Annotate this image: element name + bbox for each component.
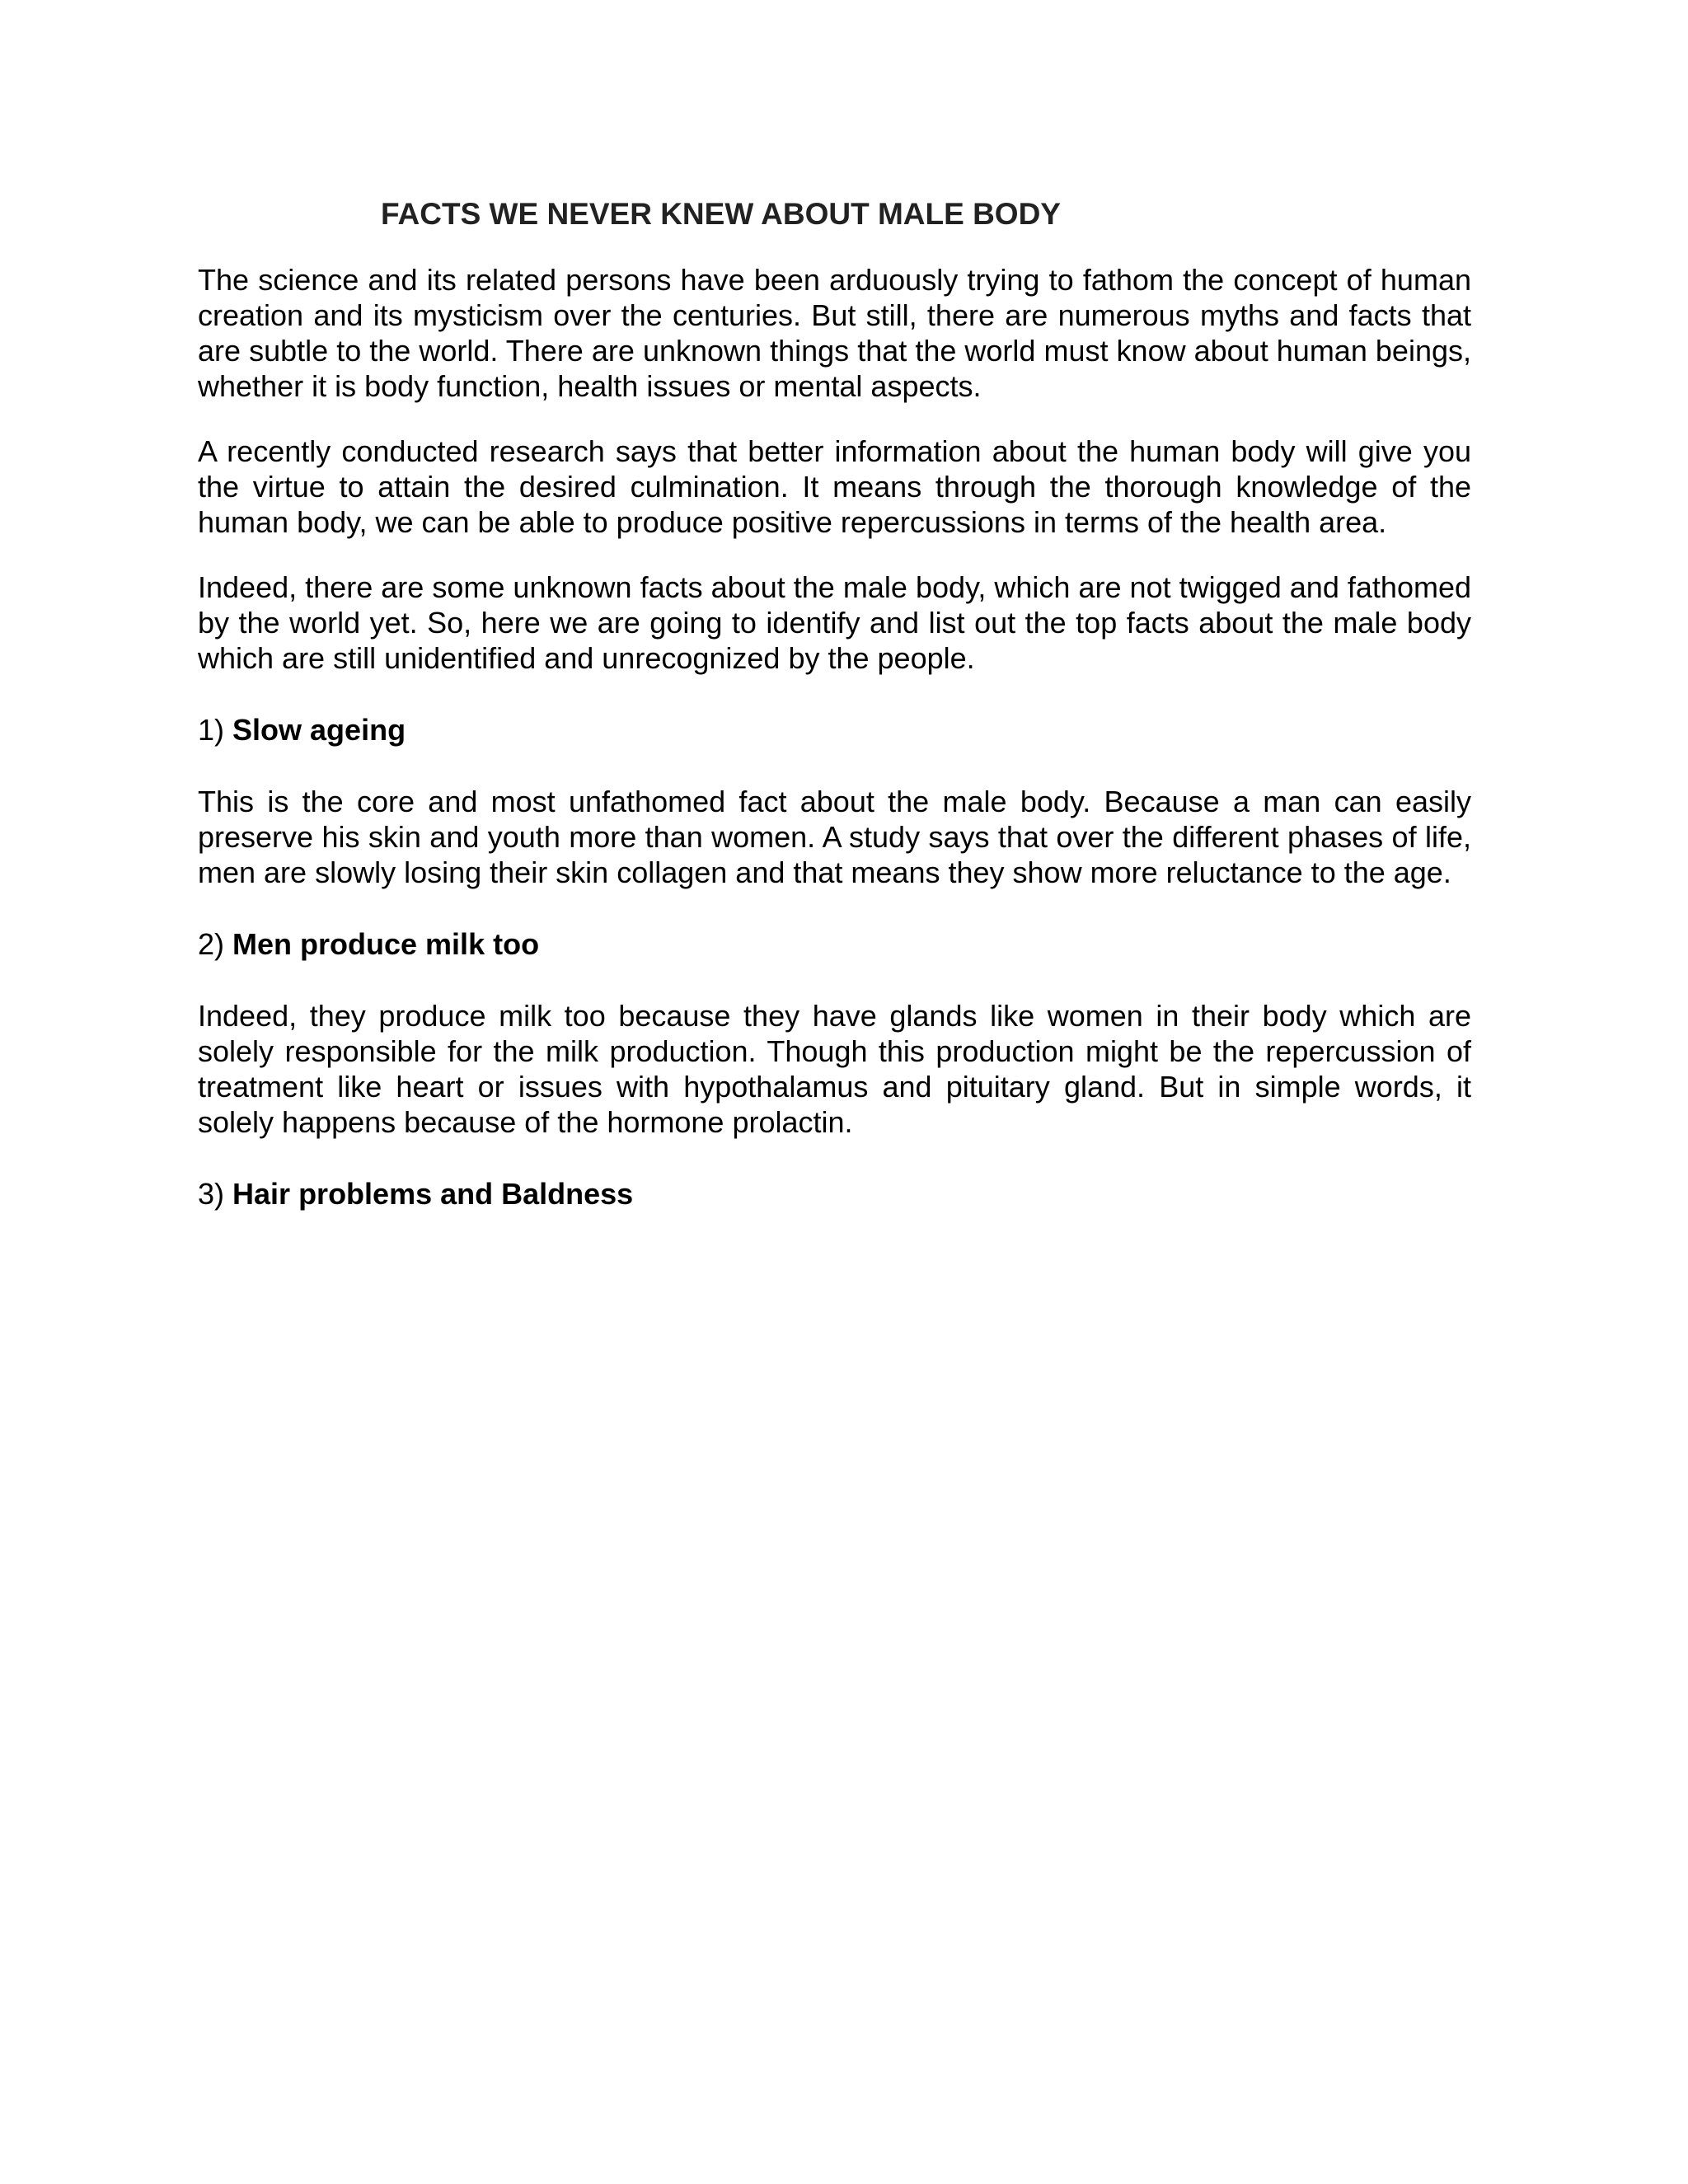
fact-heading-2 bbox=[198, 926, 1471, 962]
fact-heading-text: Men produce milk too bbox=[232, 927, 540, 961]
document-body bbox=[198, 194, 1471, 1212]
fact-number: 1) bbox=[198, 713, 225, 747]
fact-body-2: Indeed, they produce milk too because they have glands like women in their body which are solely responsible for the milk production. Though this production might be the repercussion of treatment like heart or issues with hypothalamus and pituitary gland. But in simple words, it solely happens because of the hormone prolactin. bbox=[198, 999, 1471, 1139]
fact-heading-1 bbox=[198, 712, 1471, 748]
fact-heading-3 bbox=[198, 1176, 1471, 1212]
fact-heading-text: Slow ageing bbox=[232, 713, 406, 747]
fact-number: 3) bbox=[198, 1177, 225, 1211]
intro-paragraph-3: Indeed, there are some unknown facts about the male body, which are not twigged and fathomed by the world yet. So, here we are going to identify and list out the top facts about the male body which are still unidentified and unrecognized by the people. bbox=[198, 570, 1471, 675]
intro-paragraph-2: A recently conducted research says that better information about the human body will give you the virtue to attain the desired culmination. It means through the thorough knowledge of the human body, we can be able to produce positive repercussions in terms of the health area. bbox=[198, 434, 1471, 539]
fact-heading-text: Hair problems and Baldness bbox=[232, 1177, 634, 1211]
document-title: FACTS WE NEVER KNEW ABOUT MALE BODY bbox=[381, 197, 1061, 231]
intro-paragraph-1: The science and its related persons have been arduously trying to fathom the concept of human creation and its mysticism over the centuries. But still, there are numerous myths and facts that are subtle to the world. There are unknown things that the world must know about human beings, whether it is body function, health issues or mental aspects. bbox=[198, 263, 1471, 403]
fact-number: 2) bbox=[198, 927, 225, 961]
fact-body-1: This is the core and most unfathomed fact about the male body. Because a man can easily preserve his skin and youth more than women. A study says that over the different phases of life, men are slowly losing their skin collagen and that means they show more reluctance to the age. bbox=[198, 785, 1471, 889]
